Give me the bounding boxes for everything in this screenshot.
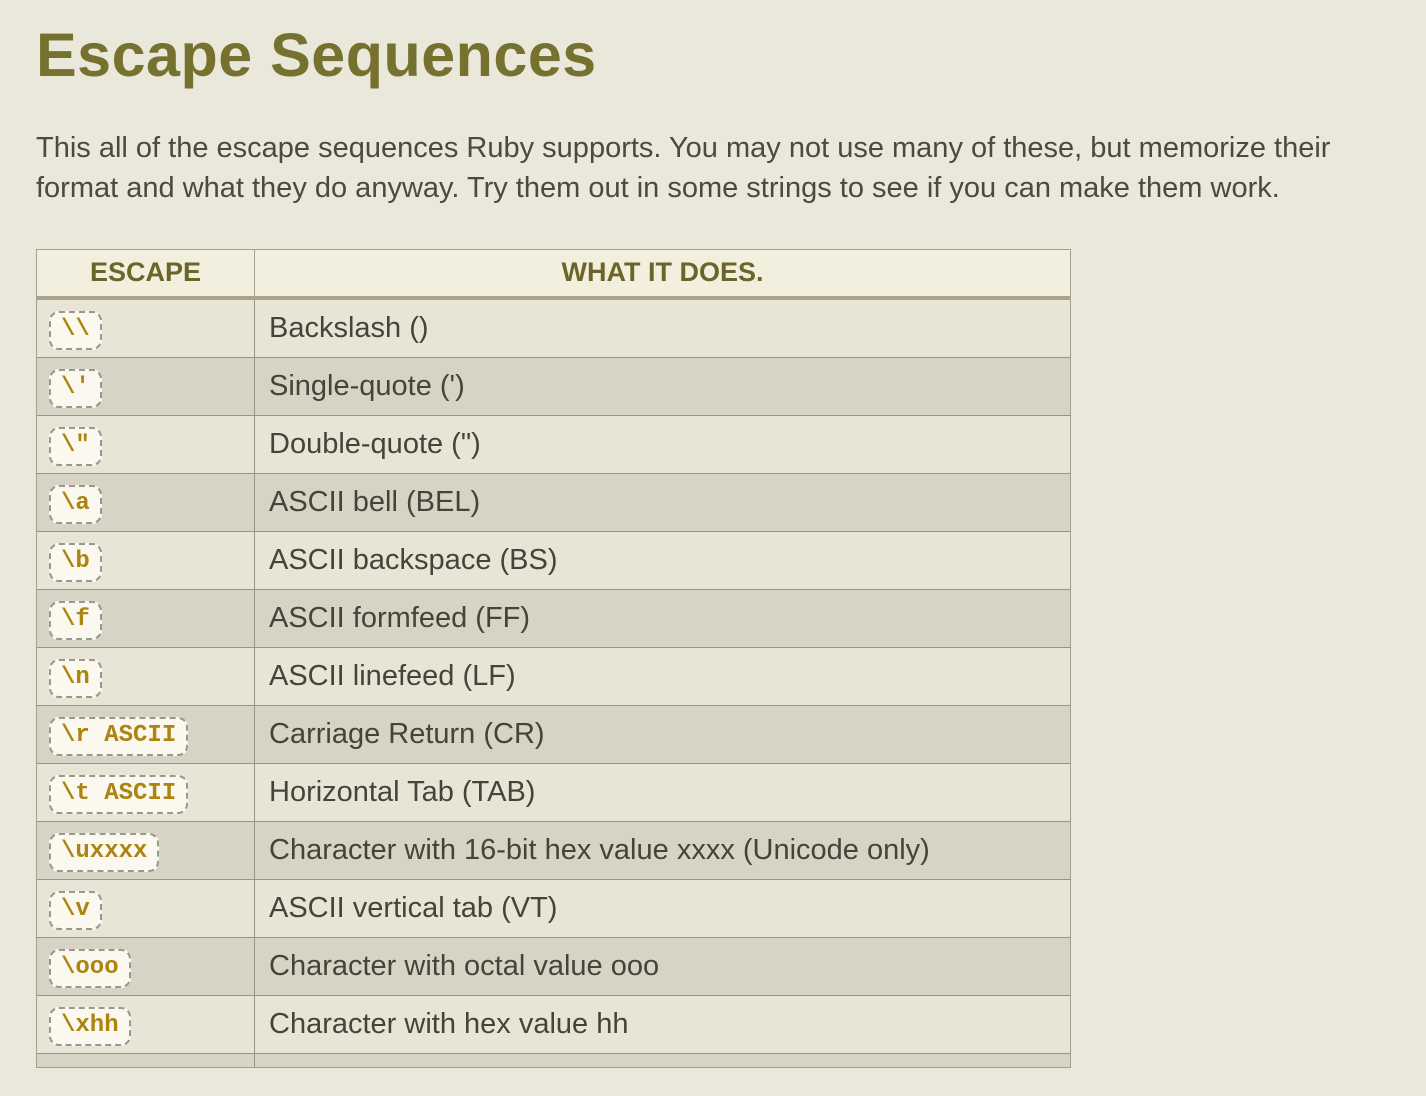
description-cell: Single-quote (') <box>255 357 1071 415</box>
table-row <box>37 647 1071 705</box>
table-row <box>37 298 1071 358</box>
escape-cell <box>37 879 255 937</box>
description-cell <box>255 1053 1071 1067</box>
table-row <box>37 705 1071 763</box>
escape-code: \ooo <box>49 949 131 988</box>
description-cell: Horizontal Tab (TAB) <box>255 763 1071 821</box>
escape-column-header: ESCAPE <box>37 249 255 298</box>
description-cell: ASCII bell (BEL) <box>255 473 1071 531</box>
escape-cell <box>37 415 255 473</box>
page <box>0 22 1426 1068</box>
escape-code: \r ASCII <box>49 717 188 756</box>
table-row <box>37 879 1071 937</box>
page-title: Escape Sequences <box>36 21 597 89</box>
description-cell: Backslash () <box>255 298 1071 358</box>
escape-cell <box>37 298 255 358</box>
escape-code: \f <box>49 601 102 640</box>
table-row <box>37 473 1071 531</box>
escape-code: \v <box>49 891 102 930</box>
description-cell: ASCII linefeed (LF) <box>255 647 1071 705</box>
escape-code: \n <box>49 659 102 698</box>
escape-code: \t ASCII <box>49 775 188 814</box>
escape-code: \' <box>49 369 102 408</box>
escape-cell <box>37 473 255 531</box>
table-row <box>37 937 1071 995</box>
table-header-row <box>37 249 1071 298</box>
escape-cell <box>37 357 255 415</box>
escape-code: \\ <box>49 311 102 350</box>
table-row <box>37 821 1071 879</box>
escape-cell <box>37 647 255 705</box>
description-cell: ASCII backspace (BS) <box>255 531 1071 589</box>
description-cell: ASCII formfeed (FF) <box>255 589 1071 647</box>
intro-paragraph: This all of the escape sequences Ruby supports. You may not use many of these, but memorize their format and what they do anyway. Try them out in some strings to see if you can make them work. <box>36 132 1331 204</box>
description-cell: Character with octal value ooo <box>255 937 1071 995</box>
escape-code: \a <box>49 485 102 524</box>
table-row <box>37 995 1071 1053</box>
description-cell: Character with 16-bit hex value xxxx (Unicode only) <box>255 821 1071 879</box>
description-cell: Double-quote (") <box>255 415 1071 473</box>
escape-cell <box>37 1053 255 1067</box>
escape-cell <box>37 705 255 763</box>
escape-code: \xhh <box>49 1007 131 1046</box>
description-cell: ASCII vertical tab (VT) <box>255 879 1071 937</box>
what-it-does-column-header: WHAT IT DOES. <box>255 249 1071 298</box>
escape-code: \uxxxx <box>49 833 159 872</box>
table-row <box>37 415 1071 473</box>
escape-cell <box>37 995 255 1053</box>
escape-code: \b <box>49 543 102 582</box>
description-cell: Character with hex value hh <box>255 995 1071 1053</box>
escape-cell <box>37 589 255 647</box>
table-row <box>37 357 1071 415</box>
escape-code: \" <box>49 427 102 466</box>
description-cell: Carriage Return (CR) <box>255 705 1071 763</box>
escape-cell <box>37 821 255 879</box>
escape-cell <box>37 763 255 821</box>
table-row-partial-clipped <box>37 1053 1071 1067</box>
escape-cell <box>37 531 255 589</box>
table-row <box>37 763 1071 821</box>
escape-sequences-table <box>36 249 1071 1068</box>
table-row <box>37 531 1071 589</box>
escape-cell <box>37 937 255 995</box>
table-row <box>37 589 1071 647</box>
